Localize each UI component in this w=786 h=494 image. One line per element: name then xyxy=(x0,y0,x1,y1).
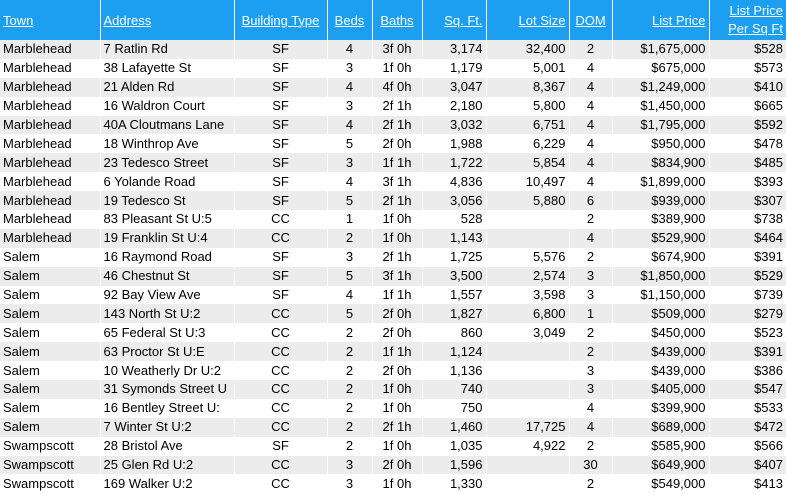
table-row xyxy=(0,418,786,437)
cell-address[interactable]: 169 Walker U:2 xyxy=(100,474,234,493)
table-row xyxy=(0,172,786,191)
cell-dom[interactable]: 1 xyxy=(569,304,612,323)
table-row xyxy=(0,78,786,97)
cell-dom[interactable]: 6 xyxy=(569,191,612,210)
cell-price-per-sqft[interactable]: $592 xyxy=(709,116,786,135)
column-header-list-price[interactable]: List Price xyxy=(612,0,709,40)
cell-lot-size[interactable]: 32,400 xyxy=(486,40,569,59)
cell-sqft[interactable]: 750 xyxy=(422,399,486,418)
cell-price-per-sqft[interactable]: $386 xyxy=(709,361,786,380)
cell-town[interactable]: Marblehead xyxy=(0,134,100,153)
cell-building-type[interactable]: SF xyxy=(234,437,327,456)
cell-lot-size[interactable]: 5,576 xyxy=(486,248,569,267)
cell-list-price[interactable]: $405,000 xyxy=(612,380,709,399)
cell-price-per-sqft[interactable]: $464 xyxy=(709,229,786,248)
table-row xyxy=(0,191,786,210)
cell-beds[interactable]: 5 xyxy=(327,191,372,210)
cell-lot-size[interactable] xyxy=(486,456,569,475)
cell-building-type[interactable]: SF xyxy=(234,97,327,116)
cell-sqft[interactable]: 3,174 xyxy=(422,40,486,59)
cell-address[interactable]: 143 North St U:2 xyxy=(100,304,234,323)
cell-baths[interactable]: 1f 1h xyxy=(372,153,422,172)
cell-building-type[interactable]: SF xyxy=(234,267,327,286)
cell-lot-size[interactable]: 2,574 xyxy=(486,267,569,286)
cell-baths[interactable]: 2f 0h xyxy=(372,323,422,342)
cell-town[interactable]: Salem xyxy=(0,361,100,380)
cell-price-per-sqft[interactable]: $528 xyxy=(709,40,786,59)
table-row xyxy=(0,267,786,286)
cell-sqft[interactable]: 1,460 xyxy=(422,418,486,437)
cell-price-per-sqft[interactable]: $533 xyxy=(709,399,786,418)
cell-building-type[interactable]: CC xyxy=(234,380,327,399)
cell-lot-size[interactable] xyxy=(486,342,569,361)
cell-baths[interactable]: 1f 0h xyxy=(372,437,422,456)
cell-baths[interactable]: 2f 0h xyxy=(372,456,422,475)
cell-sqft[interactable]: 1,035 xyxy=(422,437,486,456)
cell-dom[interactable]: 3 xyxy=(569,286,612,305)
column-header-town[interactable]: Town xyxy=(0,0,100,40)
cell-beds[interactable]: 3 xyxy=(327,248,372,267)
cell-sqft[interactable]: 1,136 xyxy=(422,361,486,380)
cell-price-per-sqft[interactable]: $739 xyxy=(709,286,786,305)
cell-address[interactable]: 19 Tedesco St xyxy=(100,191,234,210)
cell-address[interactable]: 40A Cloutmans Lane xyxy=(100,116,234,135)
table-row xyxy=(0,40,786,59)
table-row xyxy=(0,361,786,380)
cell-lot-size[interactable]: 6,800 xyxy=(486,304,569,323)
cell-price-per-sqft[interactable]: $478 xyxy=(709,134,786,153)
cell-list-price[interactable]: $674,900 xyxy=(612,248,709,267)
cell-town[interactable]: Salem xyxy=(0,248,100,267)
cell-address[interactable]: 23 Tedesco Street xyxy=(100,153,234,172)
cell-baths[interactable]: 3f 1h xyxy=(372,172,422,191)
table-row xyxy=(0,248,786,267)
column-header-baths[interactable]: Baths xyxy=(372,0,422,40)
cell-price-per-sqft[interactable]: $547 xyxy=(709,380,786,399)
cell-lot-size[interactable] xyxy=(486,361,569,380)
cell-list-price[interactable]: $939,000 xyxy=(612,191,709,210)
cell-price-per-sqft[interactable]: $485 xyxy=(709,153,786,172)
cell-address[interactable]: 21 Alden Rd xyxy=(100,78,234,97)
cell-baths[interactable]: 2f 1h xyxy=(372,248,422,267)
cell-price-per-sqft[interactable]: $391 xyxy=(709,342,786,361)
cell-lot-size[interactable]: 8,367 xyxy=(486,78,569,97)
cell-price-per-sqft[interactable]: $472 xyxy=(709,418,786,437)
cell-beds[interactable]: 2 xyxy=(327,399,372,418)
cell-address[interactable]: 19 Franklin St U:4 xyxy=(100,229,234,248)
cell-price-per-sqft[interactable]: $279 xyxy=(709,304,786,323)
cell-beds[interactable]: 4 xyxy=(327,286,372,305)
cell-baths[interactable]: 1f 0h xyxy=(372,474,422,493)
cell-address[interactable]: 16 Waldron Court xyxy=(100,97,234,116)
cell-town[interactable]: Salem xyxy=(0,342,100,361)
cell-address[interactable]: 92 Bay View Ave xyxy=(100,286,234,305)
cell-beds[interactable]: 3 xyxy=(327,59,372,78)
cell-address[interactable]: 46 Chestnut St xyxy=(100,267,234,286)
cell-building-type[interactable]: CC xyxy=(234,304,327,323)
cell-address[interactable]: 63 Proctor St U:E xyxy=(100,342,234,361)
cell-lot-size[interactable]: 3,598 xyxy=(486,286,569,305)
cell-sqft[interactable]: 1,725 xyxy=(422,248,486,267)
cell-dom[interactable]: 4 xyxy=(569,153,612,172)
cell-list-price[interactable]: $1,249,000 xyxy=(612,78,709,97)
cell-sqft[interactable]: 1,124 xyxy=(422,342,486,361)
cell-building-type[interactable]: SF xyxy=(234,59,327,78)
cell-lot-size[interactable] xyxy=(486,380,569,399)
cell-beds[interactable]: 3 xyxy=(327,474,372,493)
cell-building-type[interactable]: SF xyxy=(234,191,327,210)
cell-town[interactable]: Salem xyxy=(0,304,100,323)
cell-town[interactable]: Marblehead xyxy=(0,191,100,210)
cell-dom[interactable]: 4 xyxy=(569,229,612,248)
cell-address[interactable]: 31 Symonds Street U xyxy=(100,380,234,399)
cell-building-type[interactable]: CC xyxy=(234,229,327,248)
cell-dom[interactable]: 2 xyxy=(569,210,612,229)
cell-lot-size[interactable]: 4,922 xyxy=(486,437,569,456)
cell-town[interactable]: Marblehead xyxy=(0,59,100,78)
cell-dom[interactable]: 4 xyxy=(569,172,612,191)
cell-sqft[interactable]: 3,500 xyxy=(422,267,486,286)
cell-building-type[interactable]: CC xyxy=(234,342,327,361)
cell-town[interactable]: Salem xyxy=(0,267,100,286)
cell-building-type[interactable]: CC xyxy=(234,210,327,229)
cell-price-per-sqft[interactable]: $566 xyxy=(709,437,786,456)
cell-town[interactable]: Marblehead xyxy=(0,78,100,97)
cell-beds[interactable]: 3 xyxy=(327,456,372,475)
cell-price-per-sqft[interactable]: $407 xyxy=(709,456,786,475)
cell-baths[interactable]: 1f 0h xyxy=(372,59,422,78)
cell-lot-size[interactable]: 10,497 xyxy=(486,172,569,191)
cell-lot-size[interactable] xyxy=(486,399,569,418)
cell-address[interactable]: 65 Federal St U:3 xyxy=(100,323,234,342)
cell-sqft[interactable]: 2,180 xyxy=(422,97,486,116)
cell-building-type[interactable]: CC xyxy=(234,361,327,380)
cell-dom[interactable]: 4 xyxy=(569,59,612,78)
cell-lot-size[interactable]: 3,049 xyxy=(486,323,569,342)
cell-list-price[interactable]: $1,850,000 xyxy=(612,267,709,286)
cell-list-price[interactable]: $689,000 xyxy=(612,418,709,437)
cell-price-per-sqft[interactable]: $738 xyxy=(709,210,786,229)
cell-town[interactable]: Marblehead xyxy=(0,97,100,116)
cell-list-price[interactable]: $439,000 xyxy=(612,342,709,361)
cell-sqft[interactable]: 740 xyxy=(422,380,486,399)
cell-sqft[interactable]: 1,722 xyxy=(422,153,486,172)
cell-baths[interactable]: 2f 1h xyxy=(372,418,422,437)
cell-town[interactable]: Salem xyxy=(0,323,100,342)
table-row xyxy=(0,304,786,323)
cell-town[interactable]: Marblehead xyxy=(0,210,100,229)
cell-sqft[interactable]: 3,032 xyxy=(422,116,486,135)
cell-lot-size[interactable]: 5,854 xyxy=(486,153,569,172)
column-header-dom[interactable]: DOM xyxy=(569,0,612,40)
table-row xyxy=(0,134,786,153)
cell-town[interactable]: Swampscott xyxy=(0,456,100,475)
cell-baths[interactable]: 1f 1h xyxy=(372,286,422,305)
cell-lot-size[interactable]: 6,229 xyxy=(486,134,569,153)
cell-price-per-sqft[interactable]: $410 xyxy=(709,78,786,97)
cell-building-type[interactable]: SF xyxy=(234,286,327,305)
column-header-address[interactable]: Address xyxy=(100,0,234,40)
cell-address[interactable]: 25 Glen Rd U:2 xyxy=(100,456,234,475)
cell-building-type[interactable]: SF xyxy=(234,78,327,97)
cell-beds[interactable]: 2 xyxy=(327,418,372,437)
cell-price-per-sqft[interactable]: $523 xyxy=(709,323,786,342)
cell-lot-size[interactable]: 17,725 xyxy=(486,418,569,437)
cell-lot-size[interactable]: 5,800 xyxy=(486,97,569,116)
cell-dom[interactable]: 4 xyxy=(569,78,612,97)
cell-building-type[interactable]: CC xyxy=(234,456,327,475)
cell-list-price[interactable]: $1,795,000 xyxy=(612,116,709,135)
cell-town[interactable]: Marblehead xyxy=(0,172,100,191)
cell-beds[interactable]: 4 xyxy=(327,116,372,135)
cell-list-price[interactable]: $1,450,000 xyxy=(612,97,709,116)
cell-price-per-sqft[interactable]: $413 xyxy=(709,474,786,493)
cell-baths[interactable]: 1f 0h xyxy=(372,210,422,229)
cell-dom[interactable]: 2 xyxy=(569,323,612,342)
column-header-price-per-sqft[interactable] xyxy=(709,0,786,40)
table-row xyxy=(0,474,786,493)
table-row xyxy=(0,229,786,248)
cell-beds[interactable]: 4 xyxy=(327,172,372,191)
cell-building-type[interactable]: CC xyxy=(234,418,327,437)
cell-dom[interactable]: 4 xyxy=(569,399,612,418)
cell-address[interactable]: 7 Winter St U:2 xyxy=(100,418,234,437)
cell-lot-size[interactable] xyxy=(486,210,569,229)
cell-lot-size[interactable] xyxy=(486,229,569,248)
cell-beds[interactable]: 2 xyxy=(327,380,372,399)
cell-town[interactable]: Salem xyxy=(0,399,100,418)
cell-address[interactable]: 28 Bristol Ave xyxy=(100,437,234,456)
table-row xyxy=(0,437,786,456)
cell-beds[interactable]: 3 xyxy=(327,153,372,172)
table-row xyxy=(0,116,786,135)
cell-sqft[interactable]: 1,330 xyxy=(422,474,486,493)
cell-address[interactable]: 7 Ratlin Rd xyxy=(100,40,234,59)
cell-list-price[interactable]: $439,000 xyxy=(612,361,709,380)
cell-beds[interactable]: 2 xyxy=(327,342,372,361)
cell-building-type[interactable]: SF xyxy=(234,172,327,191)
cell-beds[interactable]: 4 xyxy=(327,40,372,59)
cell-list-price[interactable]: $509,000 xyxy=(612,304,709,323)
cell-lot-size[interactable]: 6,751 xyxy=(486,116,569,135)
cell-price-per-sqft[interactable]: $665 xyxy=(709,97,786,116)
cell-town[interactable]: Salem xyxy=(0,380,100,399)
cell-address[interactable]: 16 Raymond Road xyxy=(100,248,234,267)
cell-address[interactable]: 83 Pleasant St U:5 xyxy=(100,210,234,229)
cell-lot-size[interactable] xyxy=(486,474,569,493)
cell-baths[interactable]: 2f 1h xyxy=(372,191,422,210)
cell-list-price[interactable]: $549,000 xyxy=(612,474,709,493)
table-row xyxy=(0,456,786,475)
cell-building-type[interactable]: SF xyxy=(234,134,327,153)
cell-beds[interactable]: 2 xyxy=(327,323,372,342)
cell-town[interactable]: Marblehead xyxy=(0,153,100,172)
cell-building-type[interactable]: CC xyxy=(234,323,327,342)
table-row xyxy=(0,286,786,305)
column-header-sqft[interactable]: Sq. Ft. xyxy=(422,0,486,40)
cell-address[interactable]: 6 Yolande Road xyxy=(100,172,234,191)
cell-baths[interactable]: 1f 1h xyxy=(372,342,422,361)
cell-list-price[interactable]: $585,900 xyxy=(612,437,709,456)
cell-price-per-sqft[interactable]: $391 xyxy=(709,248,786,267)
cell-baths[interactable]: 1f 0h xyxy=(372,229,422,248)
cell-beds[interactable]: 5 xyxy=(327,134,372,153)
cell-list-price[interactable]: $389,900 xyxy=(612,210,709,229)
cell-building-type[interactable]: CC xyxy=(234,399,327,418)
cell-address[interactable]: 38 Lafayette St xyxy=(100,59,234,78)
cell-lot-size[interactable]: 5,001 xyxy=(486,59,569,78)
cell-baths[interactable]: 2f 1h xyxy=(372,116,422,135)
table-row xyxy=(0,210,786,229)
cell-address[interactable]: 10 Weatherly Dr U:2 xyxy=(100,361,234,380)
cell-dom[interactable]: 2 xyxy=(569,342,612,361)
cell-beds[interactable]: 2 xyxy=(327,437,372,456)
cell-price-per-sqft[interactable]: $529 xyxy=(709,267,786,286)
cell-baths[interactable]: 2f 0h xyxy=(372,361,422,380)
cell-dom[interactable]: 4 xyxy=(569,116,612,135)
cell-town[interactable]: Salem xyxy=(0,418,100,437)
cell-town[interactable]: Marblehead xyxy=(0,229,100,248)
cell-baths[interactable]: 2f 0h xyxy=(372,304,422,323)
cell-list-price[interactable]: $834,900 xyxy=(612,153,709,172)
cell-dom[interactable]: 4 xyxy=(569,97,612,116)
cell-town[interactable]: Marblehead xyxy=(0,40,100,59)
cell-price-per-sqft[interactable]: $573 xyxy=(709,59,786,78)
cell-dom[interactable]: 3 xyxy=(569,267,612,286)
table-row xyxy=(0,97,786,116)
cell-baths[interactable]: 3f 1h xyxy=(372,267,422,286)
cell-list-price[interactable]: $450,000 xyxy=(612,323,709,342)
cell-sqft[interactable]: 1,557 xyxy=(422,286,486,305)
cell-price-per-sqft[interactable]: $307 xyxy=(709,191,786,210)
cell-address[interactable]: 18 Winthrop Ave xyxy=(100,134,234,153)
column-header-building-type[interactable]: Building Type xyxy=(234,0,327,40)
cell-dom[interactable]: 3 xyxy=(569,380,612,399)
cell-list-price[interactable]: $1,675,000 xyxy=(612,40,709,59)
cell-baths[interactable]: 1f 0h xyxy=(372,380,422,399)
cell-sqft[interactable]: 1,988 xyxy=(422,134,486,153)
cell-beds[interactable]: 5 xyxy=(327,267,372,286)
column-header-lot-size[interactable]: Lot Size xyxy=(486,0,569,40)
cell-beds[interactable]: 1 xyxy=(327,210,372,229)
cell-baths[interactable]: 4f 0h xyxy=(372,78,422,97)
header-line: List Price xyxy=(729,3,783,18)
table-row xyxy=(0,399,786,418)
cell-sqft[interactable]: 3,056 xyxy=(422,191,486,210)
cell-dom[interactable]: 2 xyxy=(569,437,612,456)
cell-list-price[interactable]: $1,150,000 xyxy=(612,286,709,305)
cell-beds[interactable]: 4 xyxy=(327,78,372,97)
cell-beds[interactable]: 2 xyxy=(327,361,372,380)
header-line: Per Sq Ft xyxy=(728,21,783,36)
table-row xyxy=(0,380,786,399)
table-row xyxy=(0,59,786,78)
column-header-beds[interactable]: Beds xyxy=(327,0,372,40)
table-row xyxy=(0,153,786,172)
cell-baths[interactable]: 2f 1h xyxy=(372,97,422,116)
cell-list-price[interactable]: $649,900 xyxy=(612,456,709,475)
cell-sqft[interactable]: 1,827 xyxy=(422,304,486,323)
cell-sqft[interactable]: 3,047 xyxy=(422,78,486,97)
cell-baths[interactable]: 1f 0h xyxy=(372,399,422,418)
cell-dom[interactable]: 2 xyxy=(569,40,612,59)
cell-address[interactable]: 16 Bentley Street U: xyxy=(100,399,234,418)
cell-dom[interactable]: 4 xyxy=(569,418,612,437)
cell-sqft[interactable]: 1,179 xyxy=(422,59,486,78)
cell-building-type[interactable]: CC xyxy=(234,474,327,493)
cell-beds[interactable]: 2 xyxy=(327,229,372,248)
cell-dom[interactable]: 30 xyxy=(569,456,612,475)
cell-list-price[interactable]: $950,000 xyxy=(612,134,709,153)
cell-list-price[interactable]: $1,899,000 xyxy=(612,172,709,191)
cell-building-type[interactable]: SF xyxy=(234,116,327,135)
cell-sqft[interactable]: 4,836 xyxy=(422,172,486,191)
cell-sqft[interactable]: 860 xyxy=(422,323,486,342)
cell-dom[interactable]: 2 xyxy=(569,474,612,493)
cell-lot-size[interactable]: 5,880 xyxy=(486,191,569,210)
cell-price-per-sqft[interactable]: $393 xyxy=(709,172,786,191)
cell-list-price[interactable]: $529,900 xyxy=(612,229,709,248)
cell-town[interactable]: Salem xyxy=(0,286,100,305)
cell-building-type[interactable]: SF xyxy=(234,153,327,172)
cell-sqft[interactable]: 1,143 xyxy=(422,229,486,248)
cell-dom[interactable]: 2 xyxy=(569,248,612,267)
cell-town[interactable]: Swampscott xyxy=(0,474,100,493)
table-row xyxy=(0,342,786,361)
cell-town[interactable]: Swampscott xyxy=(0,437,100,456)
cell-sqft[interactable]: 1,596 xyxy=(422,456,486,475)
table-row xyxy=(0,323,786,342)
cell-list-price[interactable]: $399,900 xyxy=(612,399,709,418)
header-row xyxy=(0,0,786,40)
cell-baths[interactable]: 2f 0h xyxy=(372,134,422,153)
cell-dom[interactable]: 4 xyxy=(569,134,612,153)
cell-baths[interactable]: 3f 0h xyxy=(372,40,422,59)
cell-list-price[interactable]: $675,000 xyxy=(612,59,709,78)
cell-dom[interactable]: 3 xyxy=(569,361,612,380)
cell-town[interactable]: Marblehead xyxy=(0,116,100,135)
cell-sqft[interactable]: 528 xyxy=(422,210,486,229)
cell-beds[interactable]: 5 xyxy=(327,304,372,323)
cell-building-type[interactable]: SF xyxy=(234,248,327,267)
cell-beds[interactable]: 3 xyxy=(327,97,372,116)
cell-building-type[interactable]: SF xyxy=(234,40,327,59)
